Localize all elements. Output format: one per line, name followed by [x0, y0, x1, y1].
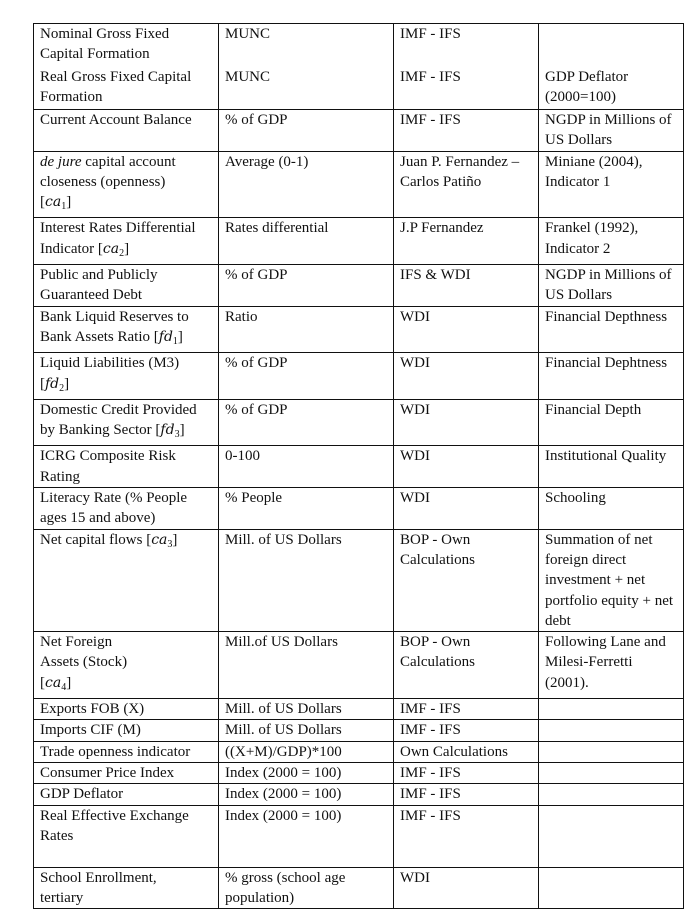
- notes-cell: [539, 151, 684, 218]
- variable-cell: [34, 24, 219, 67]
- notes-text: NGDP in Millions of US Dollars: [545, 267, 672, 304]
- unit-text: ((X+M)/GDP)*100: [225, 743, 342, 760]
- table-row: [34, 353, 684, 400]
- variable-text: Liquid Liabilities (M3): [40, 355, 180, 372]
- variable-symbol: fd: [45, 375, 60, 392]
- notes-cell: [539, 867, 684, 909]
- unit-cell: [219, 353, 394, 400]
- notes-cell: [539, 529, 684, 631]
- source-cell: [394, 867, 539, 909]
- variable-cell: Net capital flows $[ca_3]$: [34, 529, 219, 631]
- unit-cell: [219, 805, 394, 867]
- variable-cell: [34, 805, 219, 867]
- table-row: [34, 805, 684, 867]
- notes-cell: [539, 446, 684, 488]
- variable-cell: Domestic Credit Provided by Banking Sector $[fd_3]$: [34, 399, 219, 446]
- source-text: IMF - IFS: [400, 764, 461, 781]
- variable-cell: Interest Rates Differential Indicator $[ca_2]$: [34, 218, 219, 265]
- variable-text: Bank Liquid Reserves to Bank Assets Ratio: [40, 308, 189, 345]
- source-text: IFS & WDI: [400, 267, 471, 284]
- variable-text: Literacy Rate (% People ages 15 and above): [40, 490, 188, 527]
- source-cell: [394, 151, 539, 218]
- unit-cell: [219, 488, 394, 530]
- variable-subscript: 3: [167, 538, 173, 550]
- source-cell: [394, 446, 539, 488]
- variable-text: Net Foreign Assets (Stock): [40, 634, 128, 671]
- table-row: [34, 699, 684, 720]
- source-cell: [394, 353, 539, 400]
- source-text: IMF - IFS: [400, 807, 461, 824]
- notes-cell: [539, 218, 684, 265]
- notes-text: Following Lane and Milesi-Ferretti (2001).: [545, 634, 666, 691]
- notes-text: Schooling: [545, 490, 606, 507]
- table-row: [34, 306, 684, 353]
- table-row: [34, 67, 684, 110]
- unit-cell: [219, 151, 394, 218]
- source-cell: [394, 529, 539, 631]
- source-cell: [394, 699, 539, 720]
- unit-cell: [219, 632, 394, 699]
- source-text: WDI: [400, 448, 430, 465]
- unit-cell: [219, 867, 394, 909]
- source-cell: [394, 741, 539, 762]
- variable-cell: [34, 488, 219, 530]
- source-text: IMF - IFS: [400, 701, 461, 718]
- notes-cell: [539, 762, 684, 783]
- variable-symbol: fd: [158, 328, 173, 345]
- unit-cell: [219, 110, 394, 152]
- variable-text: School Enrollment, tertiary: [40, 869, 157, 906]
- source-cell: [394, 24, 539, 67]
- variable-cell: [34, 699, 219, 720]
- unit-text: % gross (school age population): [225, 869, 346, 906]
- source-text: IMF - IFS: [400, 786, 461, 803]
- variable-subscript: 2: [119, 247, 125, 259]
- source-text: BOP - Own Calculations: [400, 634, 475, 671]
- table-row: [34, 110, 684, 152]
- unit-text: % of GDP: [225, 401, 288, 418]
- variable-subscript: 1: [172, 335, 178, 347]
- table-row: [34, 24, 684, 67]
- variable-symbol: ca: [102, 240, 120, 257]
- source-cell: [394, 720, 539, 741]
- table-row: [34, 446, 684, 488]
- variable-cell: [34, 867, 219, 909]
- source-text: WDI: [400, 869, 430, 886]
- variable-text: Net capital flows: [40, 531, 143, 548]
- source-cell: [394, 784, 539, 805]
- unit-cell: [219, 306, 394, 353]
- unit-text: MUNC: [225, 26, 271, 42]
- source-text: J.P Fernandez: [400, 220, 484, 237]
- notes-text: Summation of net foreign direct investment + net portfolio equity + net debt: [545, 531, 674, 629]
- variable-cell: Liquid Liabilities (M3) $[fd_2]$: [34, 353, 219, 400]
- notes-cell: [539, 720, 684, 741]
- variable-text: Exports FOB (X): [40, 701, 145, 718]
- variable-subscript: 2: [59, 382, 65, 394]
- table-row: [34, 399, 684, 446]
- source-text: IMF - IFS: [400, 26, 461, 42]
- unit-cell: [219, 741, 394, 762]
- unit-text: Mill. of US Dollars: [225, 722, 342, 739]
- source-text: WDI: [400, 490, 430, 507]
- table-row: [34, 867, 684, 909]
- variable-text: Current Account Balance: [40, 112, 192, 128]
- unit-text: % of GDP: [225, 267, 288, 284]
- notes-text: Financial Depthness: [545, 308, 668, 325]
- unit-cell: [219, 762, 394, 783]
- variable-cell: [34, 741, 219, 762]
- variable-cell: de jure capital account closeness (openness) $[ca_1]$: [34, 151, 219, 218]
- source-cell: [394, 218, 539, 265]
- notes-cell: [539, 24, 684, 67]
- unit-cell: [219, 529, 394, 631]
- unit-cell: [219, 24, 394, 67]
- variable-text: Domestic Credit Provided by Banking Sector: [40, 401, 197, 439]
- table-row: [34, 762, 684, 783]
- notes-text: Miniane (2004), Indicator 1: [545, 153, 643, 190]
- unit-text: % of GDP: [225, 112, 288, 128]
- unit-text: Mill. of US Dollars: [225, 701, 342, 718]
- unit-text: Rates differential: [225, 220, 329, 237]
- variable-text: Consumer Price Index: [40, 764, 175, 781]
- variable-text: Real Gross Fixed Capital Formation: [40, 68, 192, 105]
- variable-cell: [34, 446, 219, 488]
- variable-italic-text: de jure: [40, 153, 82, 170]
- table-row: [34, 741, 684, 762]
- source-cell: [394, 488, 539, 530]
- table-row: [34, 784, 684, 805]
- notes-cell: [539, 110, 684, 152]
- unit-cell: [219, 218, 394, 265]
- unit-cell: [219, 699, 394, 720]
- source-text: WDI: [400, 308, 430, 325]
- source-cell: [394, 399, 539, 446]
- unit-text: Average (0-1): [225, 153, 309, 170]
- table-row: [34, 488, 684, 530]
- notes-cell: [539, 399, 684, 446]
- unit-cell: [219, 399, 394, 446]
- source-cell: [394, 632, 539, 699]
- variable-cell: [34, 110, 219, 152]
- table-row: [34, 632, 684, 699]
- variable-cell: [34, 67, 219, 110]
- source-cell: [394, 762, 539, 783]
- variable-symbol: ca: [45, 674, 62, 691]
- unit-cell: [219, 67, 394, 110]
- unit-text: 0-100: [225, 448, 260, 465]
- notes-text: NGDP in Millions of US Dollars: [545, 112, 672, 149]
- variable-text: GDP Deflator: [40, 786, 124, 803]
- variable-text: Public and Publicly Guaranteed Debt: [40, 267, 158, 304]
- table-row: [34, 265, 684, 307]
- notes-cell: [539, 265, 684, 307]
- variable-cell: [34, 784, 219, 805]
- notes-text: Financial Dephtness: [545, 355, 668, 372]
- unit-text: Index (2000 = 100): [225, 786, 342, 803]
- unit-text: Index (2000 = 100): [225, 764, 342, 781]
- unit-cell: [219, 720, 394, 741]
- source-text: BOP - Own Calculations: [400, 531, 475, 568]
- notes-text: Financial Depth: [545, 401, 642, 418]
- notes-cell: [539, 805, 684, 867]
- variable-symbol: ca: [45, 194, 62, 211]
- notes-cell: [539, 353, 684, 400]
- unit-text: MUNC: [225, 68, 271, 85]
- source-cell: [394, 306, 539, 353]
- source-text: WDI: [400, 355, 430, 372]
- table-row: [34, 720, 684, 741]
- variable-cell: [34, 265, 219, 307]
- unit-text: Index (2000 = 100): [225, 807, 342, 824]
- table-row: [34, 218, 684, 265]
- source-text: WDI: [400, 401, 430, 418]
- variable-symbol: ca: [151, 531, 168, 548]
- variable-subscript: 3: [174, 429, 180, 441]
- unit-cell: [219, 784, 394, 805]
- source-cell: [394, 67, 539, 110]
- variable-text: Interest Rates Differential Indicator: [40, 220, 196, 257]
- unit-text: % People: [225, 490, 283, 507]
- unit-cell: [219, 446, 394, 488]
- notes-cell: [539, 306, 684, 353]
- table-row: [34, 151, 684, 218]
- variable-subscript: 1: [61, 201, 67, 213]
- variable-cell: [34, 720, 219, 741]
- variable-cell: [34, 762, 219, 783]
- source-text: IMF - IFS: [400, 68, 461, 85]
- notes-cell: [539, 784, 684, 805]
- variable-text: Imports CIF (M): [40, 722, 141, 739]
- source-text: Own Calculations: [400, 743, 508, 760]
- variable-symbol: fd: [160, 422, 175, 439]
- notes-cell: [539, 67, 684, 110]
- variable-text: capital account closeness (openness): [40, 153, 176, 190]
- variable-text: Nominal Gross Fixed Capital Formation: [40, 26, 170, 63]
- notes-text: Institutional Quality: [545, 448, 667, 465]
- variable-text: Real Effective Exchange Rates: [40, 807, 189, 844]
- notes-cell: [539, 741, 684, 762]
- variable-text: ICRG Composite Risk Rating: [40, 448, 176, 485]
- notes-cell: [539, 488, 684, 530]
- source-cell: [394, 110, 539, 152]
- source-cell: [394, 265, 539, 307]
- variables-table: [33, 23, 684, 909]
- source-text: IMF - IFS: [400, 112, 461, 128]
- table-row: [34, 529, 684, 631]
- source-text: IMF - IFS: [400, 722, 461, 739]
- notes-cell: [539, 632, 684, 699]
- unit-cell: [219, 265, 394, 307]
- variable-cell: Net Foreign Assets (Stock) $[ca_4]$: [34, 632, 219, 699]
- source-text: Juan P. Fernandez – Carlos Patiño: [400, 153, 520, 190]
- unit-text: Mill. of US Dollars: [225, 531, 342, 548]
- notes-cell: [539, 699, 684, 720]
- variable-cell: Bank Liquid Reserves to Bank Assets Ratio $[fd_1]$: [34, 306, 219, 353]
- variable-subscript: 4: [61, 681, 67, 693]
- variable-text: Trade openness indicator: [40, 743, 191, 760]
- notes-text: GDP Deflator (2000=100): [545, 68, 629, 105]
- unit-text: Mill.of US Dollars: [225, 634, 338, 651]
- notes-text: Frankel (1992), Indicator 2: [545, 220, 639, 257]
- unit-text: % of GDP: [225, 355, 288, 372]
- source-cell: [394, 805, 539, 867]
- unit-text: Ratio: [225, 308, 258, 325]
